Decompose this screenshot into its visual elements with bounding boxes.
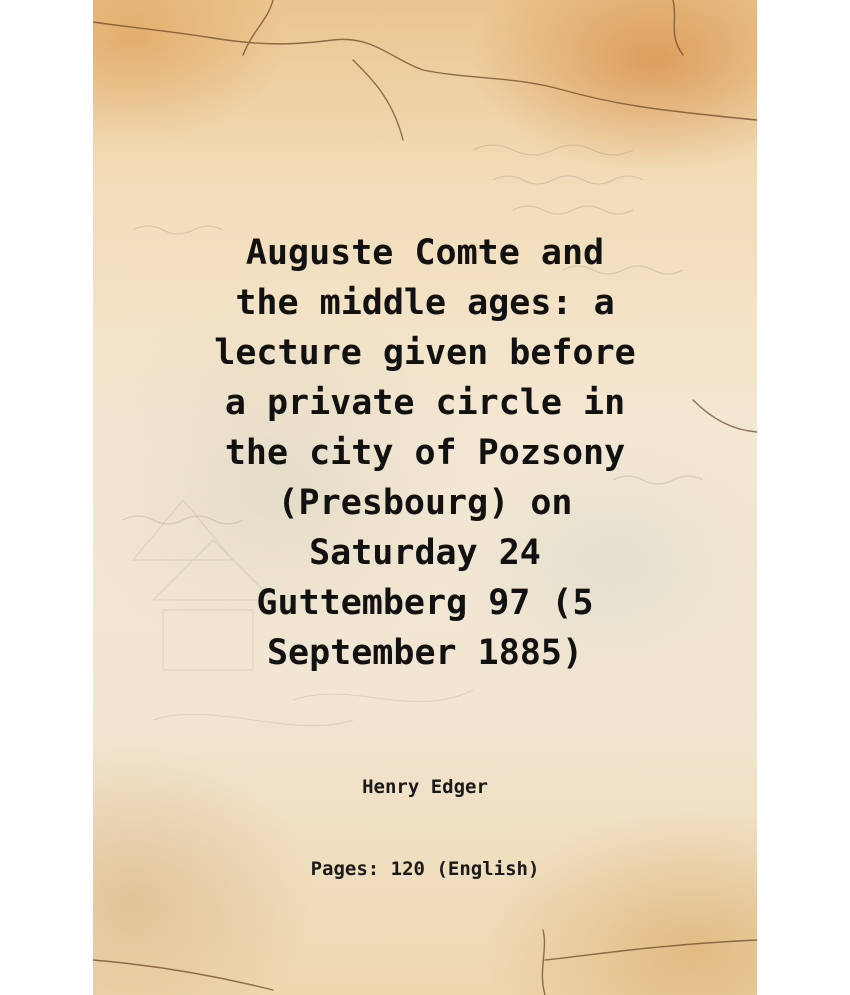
crack-line — [673, 0, 683, 55]
crack-line — [542, 930, 545, 995]
crack-line — [353, 60, 403, 140]
crack-line — [423, 70, 757, 120]
crack-line — [93, 960, 273, 990]
book-author: Henry Edger — [362, 776, 488, 798]
book-page-count: Pages: 120 (English) — [310, 858, 540, 880]
book-cover — [93, 0, 757, 995]
crack-line — [545, 940, 757, 960]
book-title: Auguste Comte and the middle ages: a lecture given before a private circle in the city of Pozsony (Presbourg) on Saturday 24 Guttemberg 97 (5 September 1885) — [214, 233, 636, 673]
crack-line — [243, 0, 273, 55]
